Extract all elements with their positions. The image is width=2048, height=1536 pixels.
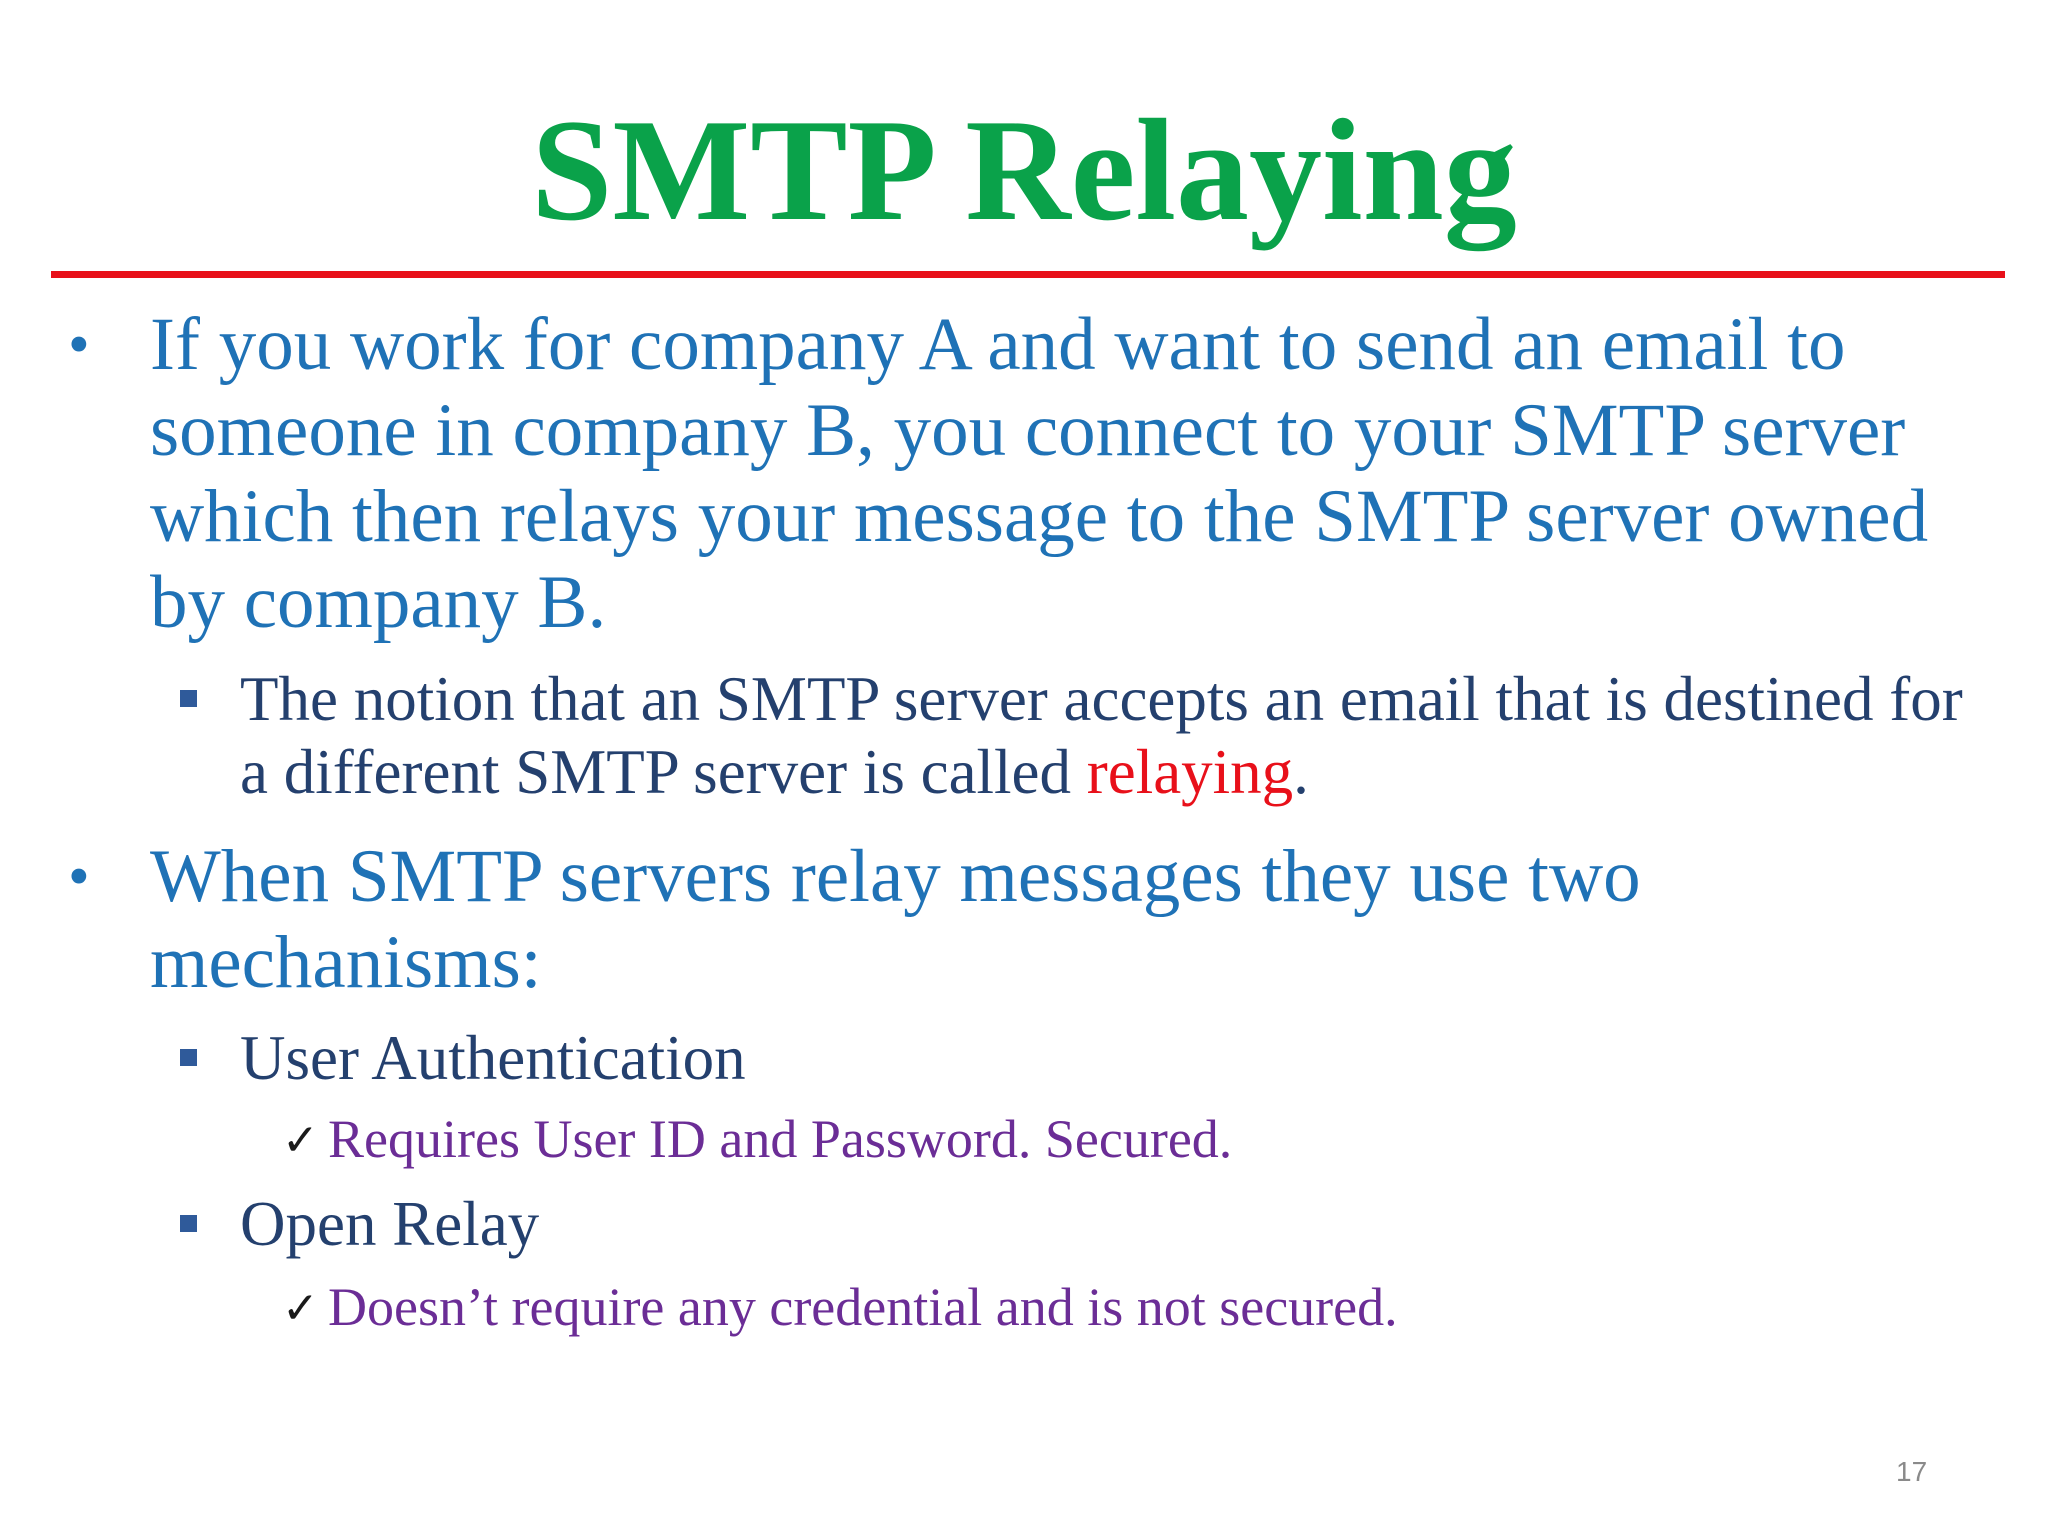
sub-bullet-text: The notion that an SMTP server accepts an email that is destined for a different SMTP server is called [240,664,1963,807]
sub-bullet-item [240,1188,1980,1261]
sub-bullet-item [240,1022,1980,1095]
check-item [282,1107,1982,1173]
bullet-text: When SMTP servers relay messages they use two mechanisms: [150,835,1641,1004]
check-item-text: Requires User ID and Password. Secured. [328,1109,1233,1169]
bullet-marker: • [68,843,90,911]
square-bullet-icon [180,690,197,707]
page-number: 17 [1896,1456,1928,1487]
slide-title: SMTP Relaying [531,89,1517,251]
check-item-text: Doesn’t require any credential and is not secured. [328,1277,1398,1337]
checkmark-icon: ✓ [282,1115,319,1166]
bullet-text: If you work for company A and want to send an email to someone in company B, you connect to your SMTP server which then relays your message to the SMTP server owned by company B. [150,303,1929,644]
title-divider [51,271,2005,278]
checkmark-icon: ✓ [282,1283,319,1334]
sub-bullet-text-end: . [1293,737,1309,807]
square-bullet-icon [180,1049,197,1066]
relaying-term: relaying [1086,737,1294,807]
check-item [282,1275,1982,1341]
square-bullet-icon [180,1215,197,1232]
bullet-marker: • [68,311,90,379]
bullet-item [68,834,1980,1006]
sub-bullet-text: User Authentication [240,1023,746,1093]
sub-bullet-item [240,663,1980,809]
sub-bullet-text: Open Relay [240,1189,540,1259]
bullet-item [68,302,1980,646]
